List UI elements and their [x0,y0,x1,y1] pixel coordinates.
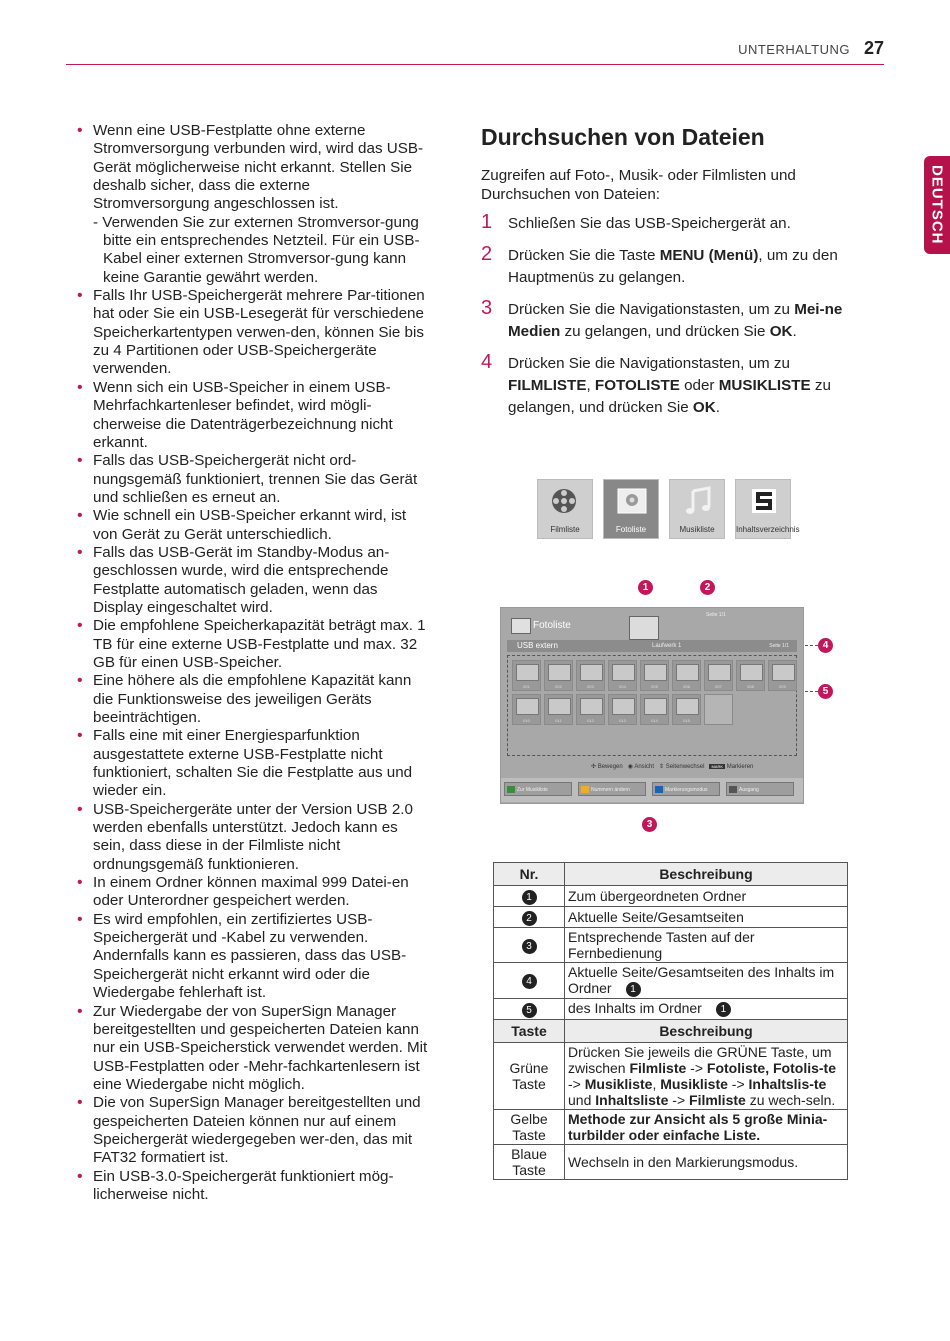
thumbnail-item[interactable] [640,694,669,725]
blue-key-swatch [655,786,663,793]
desc-text: zu wech-seln. [745,1091,836,1108]
row-number [494,963,565,999]
folder-icon [644,698,667,715]
drive-label: Laufwerk 1 [652,643,682,649]
row-description [565,998,848,1019]
row-description [565,1042,848,1109]
note-item: • Falls das USB-Gerät im Standby-Modus an-geschlossen wurde, wird die entsprechende Festplatte automatisch geladen, wenn das Display eingeschaltet wird. [77,544,429,617]
menu-name: MUSIKLISTE [718,377,811,394]
step-4 [481,353,861,419]
desc-text: und [568,1091,596,1108]
step-number: 4 [481,351,493,373]
intro-text: Zugreifen auf Foto-, Musik- oder Filmlisten und Durchsuchen von Dateien: [481,167,796,203]
exit-icon [729,786,737,793]
step-3 [481,299,861,343]
note-item: • Die empfohlene Speicherkapazität beträgt max. 1 TB für eine externe USB-Festplatte und max. 32 GB für einen USB-Speicher. [77,617,429,672]
thumbnail-item[interactable] [608,694,637,725]
folder-icon [612,664,635,681]
music-note-icon [682,485,714,517]
note-text: • Wenn eine USB-Festplatte ohne externe Stromversorgung verbunden wird, wird das USB-Gerät möglicherweise nicht erkannt. Stellen Sie deshalb sicher, dass die externe Stromversorgung angeschlossen ist. [93,122,424,213]
button-label: Zur Musikliste [517,787,548,793]
thumbnail-item[interactable] [640,660,669,691]
table-header-row [494,863,848,886]
thumbnail-item[interactable] [672,694,701,725]
thumbnail-item[interactable] [576,694,605,725]
thumbnail-label: 015 [683,718,690,723]
row-description-text: Aktuelle Seite/Gesamtseiten des Inhalts im Ordner [568,964,835,996]
step-text: oder [679,377,719,394]
note-item: • Falls eine mit einer Energiesparfunktion ausgestattete externe USB-Festplatte nicht funktioniert, schalten Sie die Festplatte aus und wieder ein. [77,727,429,800]
row-description [565,963,848,999]
desc-text: -> [727,1075,749,1092]
step-text: . [715,399,720,416]
folder-icon [548,664,571,681]
section-heading: Durchsuchen von Dateien [481,124,765,150]
callout-3: 3 [642,817,657,832]
media-menu [537,479,800,539]
menu-name: Mei-ne Medien [508,301,843,340]
language-tab [924,156,950,254]
desc-bold: Inhaltslis-te [748,1075,827,1092]
table-row [494,998,848,1019]
description-table [493,862,848,1180]
note-subtext: - Verwenden Sie zur externen Stromversor-gung bitte ein entsprechendes Netzteil. Für ein USB-Kabel einer externen Stromversor-gung kann keine Garantie gewährt werden. [93,213,420,286]
key-name: MENU (Menü) [659,247,759,264]
menu-name: FOTOLISTE [594,377,680,394]
row-number [494,886,565,907]
number-badge: 4 [522,974,537,989]
thumbnail-label: 010 [523,718,530,723]
thumbnail-label: 004 [619,684,626,689]
row-description-text: des Inhalts im Ordner [568,1000,702,1017]
folder-icon [612,698,635,715]
note-item: • Es wird empfohlen, ein zertifiziertes USB-Speichergerät und -Kabel zu verwenden. Andernfalls kann es passieren, dass das USB-Speichergerät nicht erkannt wird oder die Wiedergabe fehlerhaft ist. [77,911,429,1003]
table-row [494,1144,848,1179]
row-number [494,928,565,963]
thumbnail-label: 008 [747,684,754,689]
callout-1: 1 [638,580,653,595]
note-item: • Falls das USB-Speichergerät nicht ord-nungsgemäß funktioniert, trennen Sie das Gerät und schließen es erneut an. [77,452,429,507]
desc-bold: Methode zur Ansicht als 5 große Minia-turbilder oder einfache Liste. [568,1110,828,1143]
notes-column [77,122,429,1204]
folder-icon [580,698,603,715]
row-description [565,1109,848,1144]
step-text: zu gelangen, und drücken Sie [560,323,770,340]
table-row [494,1042,848,1109]
page-indicator: Seite 1/1 [706,612,726,618]
button-label: Nummern ändern [591,787,630,793]
menu-tile-filmliste[interactable] [537,479,593,539]
step-text: zu gelangen, und drücken Sie [508,377,831,416]
help-bar [591,763,753,770]
section-title: UNTERHALTUNG [738,42,850,57]
language-tab-label: DEUTSCH [928,165,946,245]
step-2 [481,245,861,289]
thumbnail-label: 003 [587,684,594,689]
help-label: Markieren [726,764,754,770]
help-label: Seitenwechsel [665,764,705,770]
step-number: 1 [481,211,493,233]
step-text: , um zu den Hauptmenüs zu gelangen. [508,247,838,286]
folder-icon [676,698,699,715]
desc-text: -> [668,1091,690,1108]
notes-list [77,122,429,1204]
desc-bold: Musikliste [584,1075,653,1092]
row-description: Entsprechende Tasten auf der Fernbedienung [565,928,848,963]
thumbnail-item[interactable] [736,660,765,691]
desc-text: -> [686,1059,707,1076]
exit-button[interactable] [726,782,794,796]
desc-text: , [652,1075,661,1092]
key-name: OK [769,323,793,340]
reference-badge: 1 [716,1002,731,1017]
note-item: • Ein USB-3.0-Speichergerät funktioniert mög-licherweise nicht. [77,1168,429,1205]
menu-tile-fotoliste[interactable] [603,479,659,539]
table-row [494,886,848,907]
thumbnail-label: 012 [587,718,594,723]
row-number [494,907,565,928]
thumbnail-label: 011 [555,718,562,723]
folder-icon [772,664,795,681]
note-item: • Die von SuperSign Manager bereitgestellten und gespeicherten Dateien können nur auf einem Speichergerät wiedergegeben wer-den, das mit FAT32 formatiert ist. [77,1094,429,1167]
green-key-swatch [507,786,515,793]
step-number: 2 [481,243,493,265]
step-1 [481,213,861,235]
page-switch-icon: ⇕ [659,764,665,770]
table-header-row [494,1019,848,1042]
number-badge: 3 [522,939,537,954]
folder-icon [516,664,539,681]
menu-tile-label: Inhaltsverzeichnis [736,525,800,534]
step-text: . [792,323,797,340]
callout-2: 2 [700,580,715,595]
thumbnail-item[interactable] [608,660,637,691]
step-text: Drücken Sie die Navigationstasten, um zu [508,301,795,318]
photo-list-screen [500,607,804,804]
menu-tile-label: Filmliste [550,525,580,534]
button-label: Ausgang [739,787,759,793]
thumbnail-item[interactable] [512,660,541,691]
table-row [494,907,848,928]
folder-icon [708,664,731,681]
menu-tile-label: Fotoliste [615,525,647,534]
location-bar [507,640,797,652]
button-label: Markierungsmodus [665,787,708,793]
thumbnail-label: 007 [715,684,722,689]
yellow-button[interactable] [578,782,646,796]
folder-icon [516,698,539,715]
thumbnail-label: 001 [523,684,530,689]
note-item: • Zur Wiedergabe der von SuperSign Manager bereitgestellten und gespeicherten Dateien kann nur ein USB-Speicherstick verwendet werden. Mit USB-Festplatten oder -Mehr-fachkartenlesern ist eine Wiedergabe nicht möglich. [77,1003,429,1095]
callout-4: 4 [818,638,833,653]
instructions-column [481,122,861,429]
menu-name: FILMLISTE [508,377,587,394]
folder-icon [580,664,603,681]
callout-5: 5 [818,684,833,699]
thumbnail-label: 006 [683,684,690,689]
row-number [494,998,565,1019]
row-description: Aktuelle Seite/Gesamtseiten [565,907,848,928]
note-item: • In einem Ordner können maximal 999 Datei-en oder Unterordner gespeichert werden. [77,874,429,911]
blue-button[interactable] [652,782,720,796]
thumbnail-item[interactable] [704,660,733,691]
desc-bold: Filmliste [689,1091,746,1108]
note-item: • Falls Ihr USB-Speichergerät mehrere Par-titionen hat oder Sie ein USB-Lesegerät für verschiedene Speicherkartentypen verwen-den, können Sie bis zu 4 Partitionen oder USB-Speichergeräte verwenden. [77,287,429,379]
note-item: • Wenn sich ein USB-Speicher in einem USB-Mehrfachkartenleser befindet, wird mögli-cherweise die Datenträgerbezeichnung nicht erkannt. [77,379,429,452]
ok-icon: ◉ [627,764,633,770]
step-text: Drücken Sie die Navigationstasten, um zu [508,355,790,372]
note-item [77,122,429,287]
folder-icon [511,618,531,634]
step-number: 3 [481,297,493,319]
screen-title: Fotoliste [533,620,571,631]
thumbnail-grid [507,655,797,756]
reference-badge: 1 [626,982,641,997]
row-description: Wechseln in den Markierungsmodus. [565,1144,848,1179]
move-icon: ✣ [591,764,597,770]
green-button[interactable] [504,782,572,796]
thumbnail-label: 014 [651,718,658,723]
table-row [494,928,848,963]
folder-icon [676,664,699,681]
help-label: Ansicht [634,764,655,770]
film-reel-icon [550,485,582,517]
supersign-icon [748,485,780,517]
thumbnail-label: 002 [555,684,562,689]
column-header: Nr. [494,863,565,886]
remote-buttons-bar [501,778,803,802]
parent-folder-icon[interactable] [629,616,659,640]
help-label: Bewegen [597,764,623,770]
desc-bold: Inhaltsliste [595,1091,669,1108]
desc-bold: Musikliste [660,1075,728,1092]
number-badge: 5 [522,1003,537,1018]
row-description: Zum übergeordneten Ordner [565,886,848,907]
key-name-cell: Grüne Taste [494,1042,565,1109]
desc-bold: Filmliste [629,1059,687,1076]
thumbnail-label: 013 [619,718,626,723]
thumbnail-item[interactable] [672,660,701,691]
key-name-cell: Gelbe Taste [494,1109,565,1144]
desc-bold: Fotoliste, Fotolis-te [706,1059,836,1076]
step-text: , [586,377,595,394]
thumbnail-label: 005 [651,684,658,689]
menu-tile-inhaltsverzeichnis[interactable] [735,479,800,539]
content-page-indicator: Seite 1/1 [769,643,789,649]
number-badge: 2 [522,911,537,926]
page-header [66,36,884,65]
step-text: Schließen Sie das USB-Speichergerät an. [508,215,791,232]
menu-tile-musikliste[interactable] [669,479,725,539]
step-text: Drücken Sie die Taste [508,247,660,264]
thumbnail-label: 009 [779,684,786,689]
thumbnail-item[interactable] [576,660,605,691]
note-item: • Wie schnell ein USB-Speicher erkannt wird, ist von Gerät zu Gerät unterschiedlich. [77,507,429,544]
empty-slot [704,694,733,725]
key-name-cell: Blaue Taste [494,1144,565,1179]
photo-icon [616,485,648,517]
thumbnail-item[interactable] [544,660,573,691]
table-row [494,1109,848,1144]
folder-icon [740,664,763,681]
number-badge: 1 [522,890,537,905]
thumbnail-item[interactable] [544,694,573,725]
desc-text: Drücken Sie jeweils die GRÜNE Taste, um zwischen [568,1043,832,1076]
location-label: USB extern [517,641,558,650]
mark-key: MARK [711,764,724,769]
key-name: OK [692,399,716,416]
yellow-key-swatch [581,786,589,793]
desc-text: -> [568,1075,585,1092]
column-header: Beschreibung [565,1019,848,1042]
column-header: Beschreibung [565,863,848,886]
table-row [494,963,848,999]
page-number: 27 [863,38,884,58]
thumbnail-item[interactable] [768,660,797,691]
folder-icon [644,664,667,681]
menu-tile-label: Musikliste [679,525,715,534]
folder-icon [548,698,571,715]
note-item: • USB-Speichergeräte unter der Version USB 2.0 werden ebenfalls unterstützt. Jedoch kann es sein, dass diese in der Filmliste nicht ordnungsgemäß funktionieren. [77,801,429,874]
thumbnail-item[interactable] [512,694,541,725]
note-item: • Eine höhere als die empfohlene Kapazität kann die Funktionsweise des jeweiligen Geräts beeinträchtigen. [77,672,429,727]
column-header: Taste [494,1019,565,1042]
